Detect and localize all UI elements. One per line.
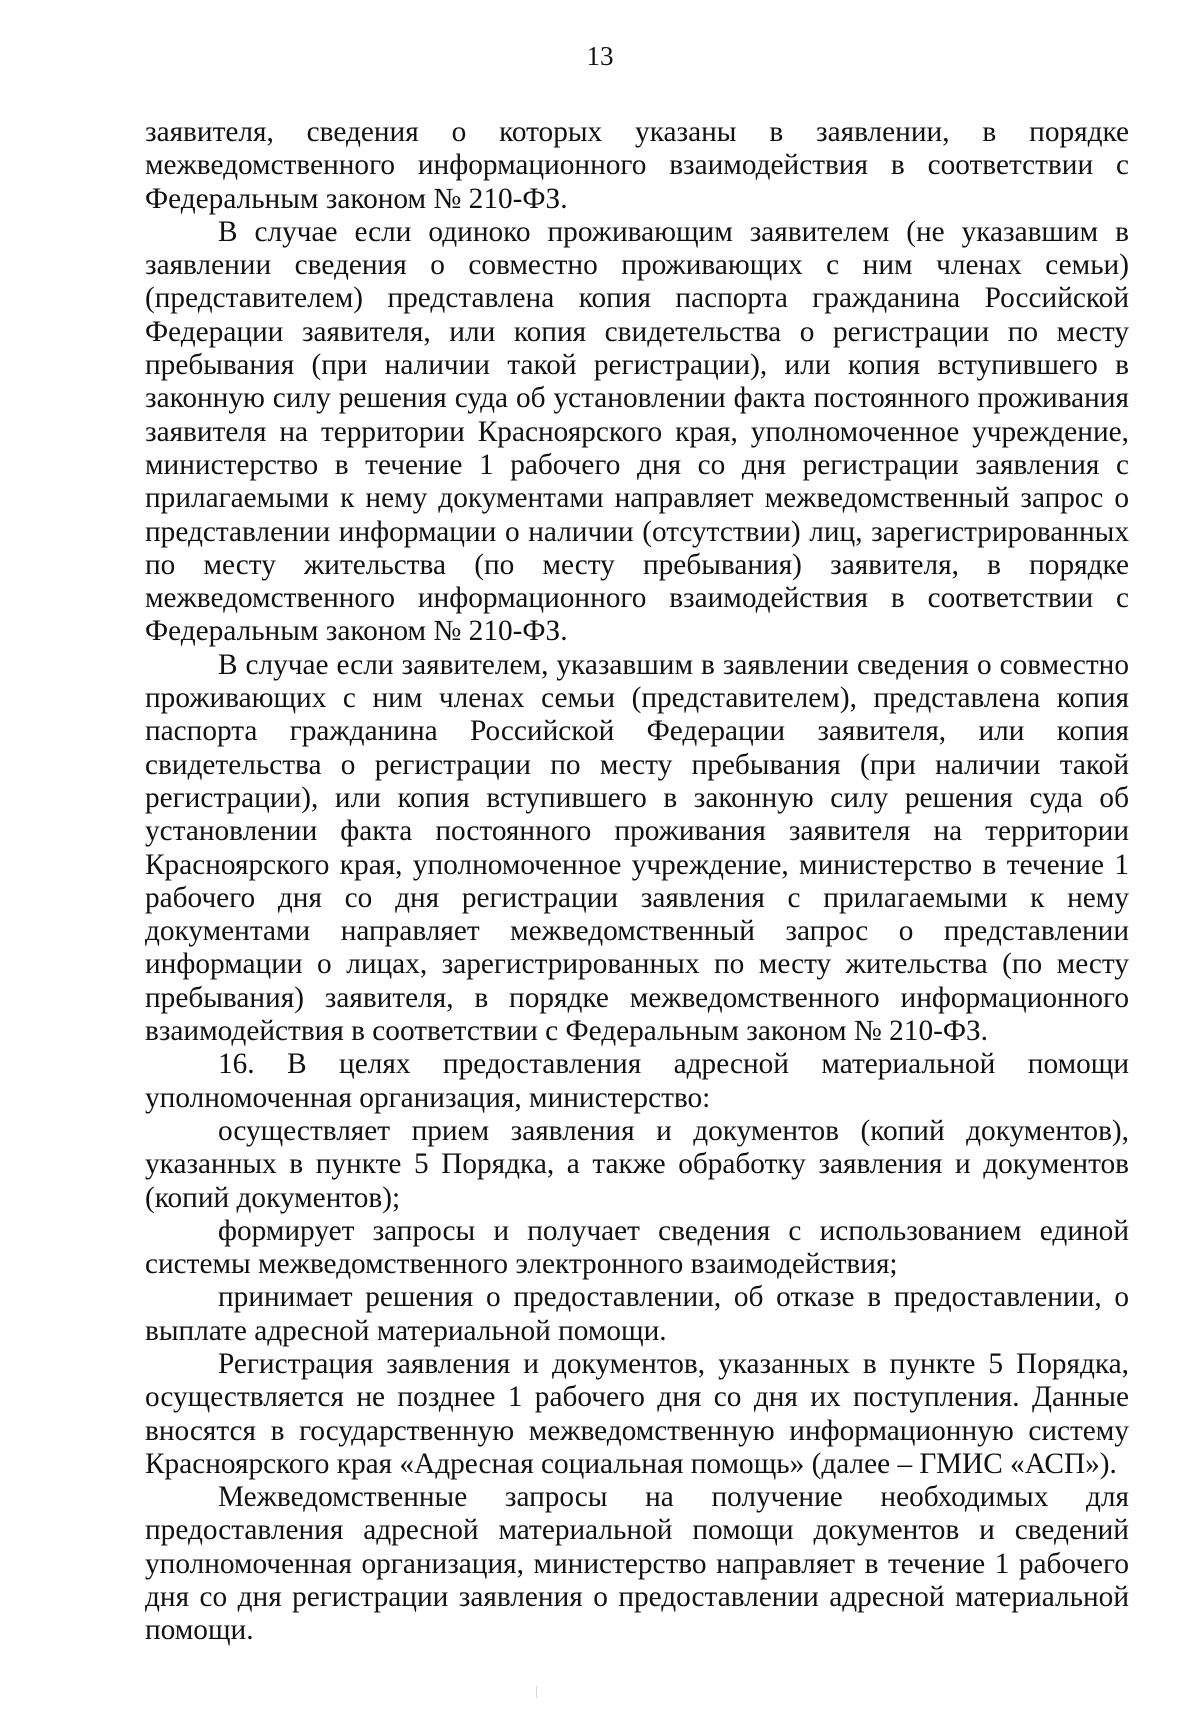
- paragraph-item-16: 16. В целях предоставления адресной материальной помощи уполномоченная организация, министерство:: [145, 1048, 1129, 1114]
- page-number: 13: [586, 41, 614, 71]
- scan-artifact-mark: [536, 1686, 537, 1698]
- paragraph-continuation: заявителя, сведения о которых указаны в заявлении, в порядке межведомственного информационного взаимодействия в соответствии с Федеральным законом № 210-ФЗ.: [145, 116, 1129, 215]
- paragraph-single-applicant-request: В случае если одиноко проживающим заявителем (не указавшим в заявлении сведения о совместно проживающих с ним членах семьи) (представителем) представлена копия паспорта гражданина Российской Федерации заявителя, или копия свидетельства о регистрации по месту пребывания (при наличии такой регистрации), или копия вступившего в законную силу решения суда об установлении факта постоянного проживания заявителя на территории Красноярского края, уполномоченное учреждение, министерство в течение 1 рабочего дня со дня регистрации заявления с прилагаемыми к нему документами направляет межведомственный запрос о представлении информации о наличии (отсутствии) лиц, зарегистрированных по месту жительства (по месту пребывания) заявителя, в порядке межведомственного информационного взаимодействия в соответствии с Федеральным законом № 210-ФЗ.: [145, 215, 1129, 648]
- paragraph-interagency-requests: Межведомственные запросы на получение необходимых для предоставления адресной материальной помощи документов и сведений уполномоченная организация, министерство направляет в течение 1 рабочего дня со дня регистрации заявления о предоставлении адресной материальной помощи.: [145, 1481, 1129, 1647]
- paragraph-family-applicant-request: В случае если заявителем, указавшим в заявлении сведения о совместно проживающих с ним членах семьи (представителем), представлена копия паспорта гражданина Российской Федерации заявителя, или копия свидетельства о регистрации по месту пребывания (при наличии такой регистрации), или копия вступившего в законную силу решения суда об установлении факта постоянного проживания заявителя на территории Красноярского края, уполномоченное учреждение, министерство в течение 1 рабочего дня со дня регистрации заявления с прилагаемыми к нему документами направляет межведомственный запрос о представлении информации о лицах, зарегистрированных по месту жительства (по месту пребывания) заявителя, в порядке межведомственного информационного взаимодействия в соответствии с Федеральным законом № 210-ФЗ.: [145, 648, 1129, 1048]
- paragraph-makes-decisions: принимает решения о предоставлении, об отказе в предоставлении, о выплате адресной материальной помощи.: [145, 1281, 1129, 1347]
- paragraph-registration: Регистрация заявления и документов, указанных в пункте 5 Порядка, осуществляется не позднее 1 рабочего дня со дня их поступления. Данные вносятся в государственную межведомственную информационную систему Красноярского края «Адресная социальная помощь» (далее – ГМИС «АСП»).: [145, 1347, 1129, 1480]
- document-body: [145, 116, 1129, 1648]
- paragraph-forms-requests: формирует запросы и получает сведения с использованием единой системы межведомственного электронного взаимодействия;: [145, 1214, 1129, 1281]
- paragraph-accepts-application: осуществляет прием заявления и документов (копий документов), указанных в пункте 5 Порядка, а также обработку заявления и документов (копий документов);: [145, 1114, 1129, 1214]
